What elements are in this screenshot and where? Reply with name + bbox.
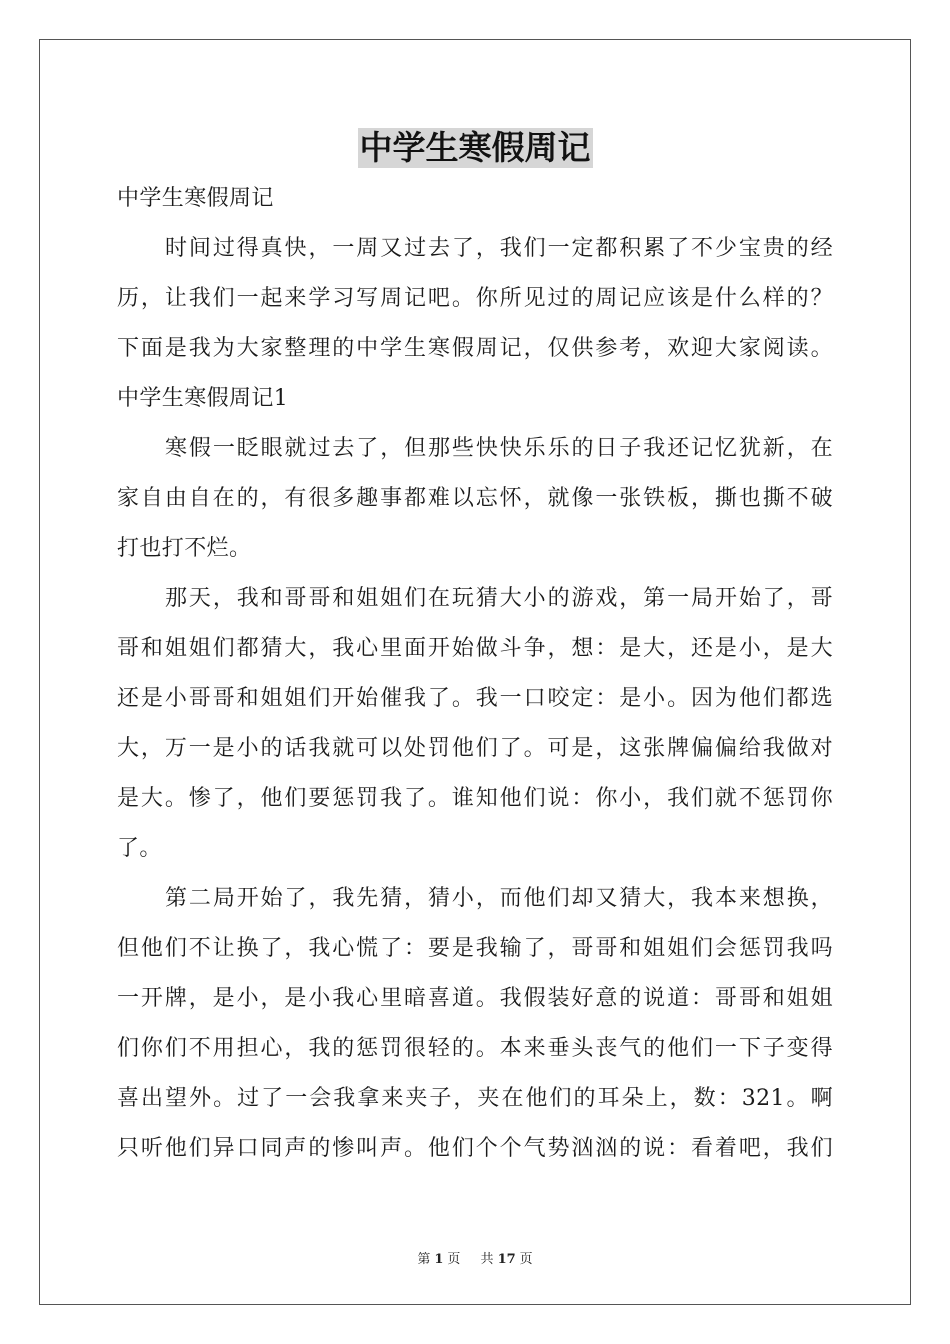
total-indicator [477,1252,537,1267]
total-suffix: 页 [519,1252,533,1267]
text-line: 了。 [117,836,162,861]
text-line: 哥和姐姐们都猜大，我心里面开始做斗争，想：是大，还是小，是大 [117,636,833,661]
text-line: 第二局开始了，我先猜，猜小，而他们却又猜大，我本来想换， [165,886,833,911]
total-prefix: 共 [480,1252,494,1267]
page-prefix: 第 [417,1252,431,1267]
document-title: 中学生寒假周记 [359,128,591,167]
page-suffix: 页 [447,1252,461,1267]
text-line: 是大。惨了，他们要惩罚我了。谁知他们说：你小，我们就不惩罚你 [117,786,833,811]
total-number: 17 [497,1252,516,1267]
text-line: 中学生寒假周记1 [117,386,289,411]
text-line: 们你们不用担心，我的惩罚很轻的。本来垂头丧气的他们一下子变得 [117,1036,833,1061]
text-line: 中学生寒假周记 [117,186,274,211]
text-line: 大，万一是小的话我就可以处罚他们了。可是，这张牌偏偏给我做对 [117,736,833,761]
text-line: 下面是我为大家整理的中学生寒假周记，仅供参考，欢迎大家阅读。 [117,336,833,361]
text-line: 只听他们异口同声的惨叫声。他们个个气势汹汹的说：看着吧，我们 [117,1136,833,1161]
text-line: 打也打不烂。 [117,536,252,561]
text-line: 还是小哥哥和姐姐们开始催我了。我一口咬定：是小。因为他们都选 [117,686,833,711]
text-line: 一开牌，是小，是小我心里暗喜道。我假装好意的说道：哥哥和姐姐 [117,986,833,1011]
text-line: 寒假一眨眼就过去了，但那些快快乐乐的日子我还记忆犹新，在 [165,436,833,461]
page-footer [0,1248,950,1267]
text-line: 喜出望外。过了一会我拿来夹子，夹在他们的耳朵上，数：321。啊 [117,1086,833,1111]
text-line: 时间过得真快，一周又过去了，我们一定都积累了不少宝贵的经 [165,236,833,261]
text-line: 家自由自在的，有很多趣事都难以忘怀，就像一张铁板，撕也撕不破 [117,486,833,511]
text-line: 那天，我和哥哥和姐姐们在玩猜大小的游戏，第一局开始了，哥 [165,586,833,611]
document-body [117,174,833,1174]
page-number: 1 [434,1252,444,1267]
page-indicator [413,1252,464,1267]
text-line: 历，让我们一起来学习写周记吧。你所见过的周记应该是什么样的？ [117,286,833,311]
text-line: 但他们不让换了，我心慌了：要是我输了，哥哥和姐姐们会惩罚我吗 [117,936,833,961]
title-container [0,128,950,168]
